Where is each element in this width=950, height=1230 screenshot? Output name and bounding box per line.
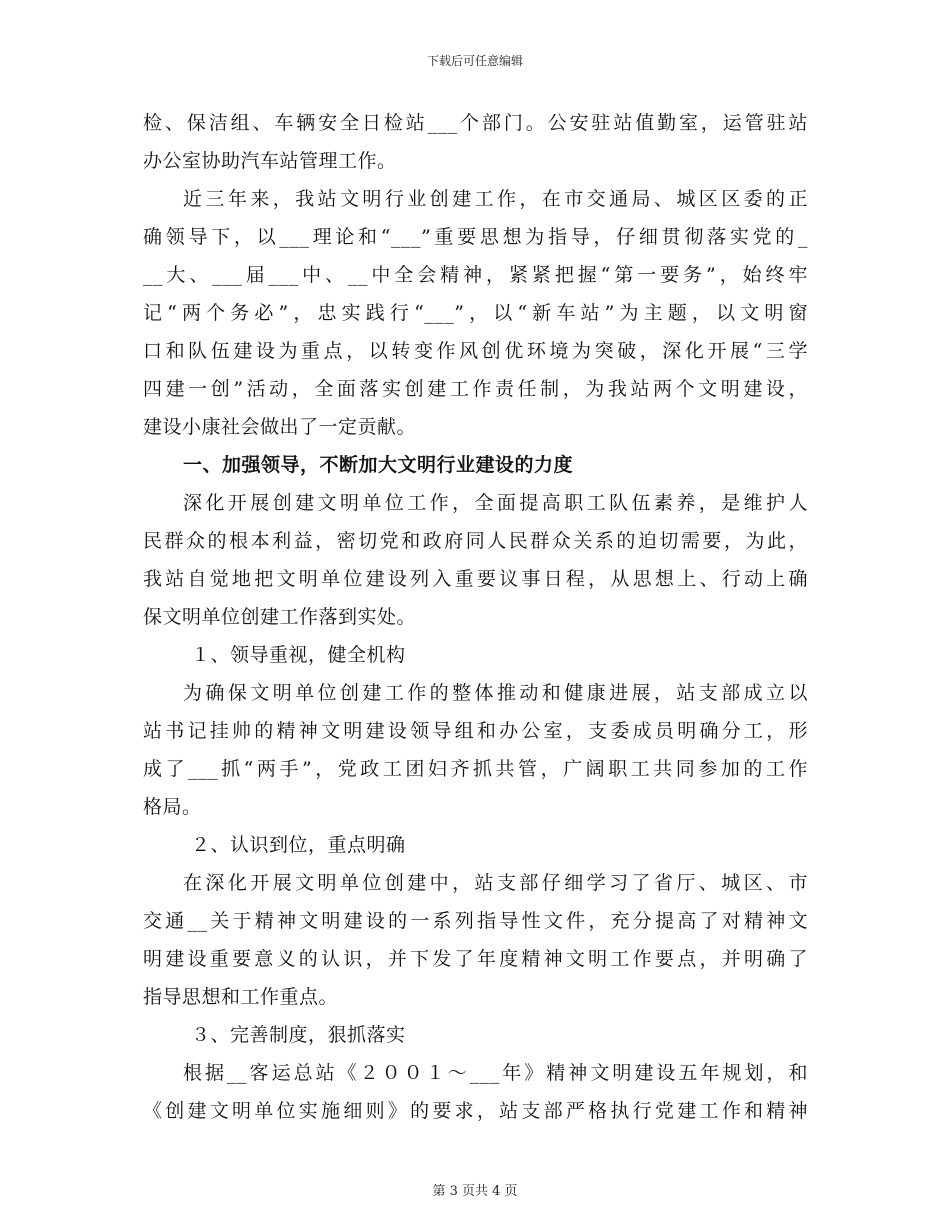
subsection-heading: ２、认识到位，重点明确 bbox=[191, 834, 406, 856]
subsection-heading: ３、完善制度，狠抓落实 bbox=[191, 1024, 406, 1046]
body-line: 建设小康社会做出了一定贡献。 bbox=[143, 416, 417, 438]
body-line: 为确保文明单位创建工作的整体推动和健康进展，站支部成立以 bbox=[183, 682, 808, 704]
body-line: 深化开展创建文明单位工作，全面提高职工队伍素养，是维护人 bbox=[183, 492, 808, 514]
body-line: 口和队伍建设为重点，以转变作风创优环境为突破，深化开展“三学 bbox=[143, 340, 808, 362]
body-line: 近三年来，我站文明行业创建工作，在市交通局、城区区委的正 bbox=[183, 188, 808, 210]
body-line: 《创建文明单位实施细则》的要求，站支部严格执行党建工作和精神 bbox=[143, 1100, 808, 1122]
document-body bbox=[143, 104, 808, 1130]
page-footer: 第 3 页共 4 页 bbox=[432, 1184, 518, 1199]
subsection-heading: １、领导重视，健全机构 bbox=[191, 644, 406, 666]
body-line: 办公室协助汽车站管理工作。 bbox=[143, 150, 397, 172]
body-line: 记“两个务必”，忠实践行“___”，以“新车站”为主题，以文明窗 bbox=[143, 302, 808, 324]
body-line: 民群众的根本利益，密切党和政府同人民群众关系的迫切需要，为此， bbox=[143, 530, 808, 552]
body-line: 检、保洁组、车辆安全日检站___个部门。公安驻站值勤室，运管驻站 bbox=[143, 112, 808, 134]
body-line: 指导思想和工作重点。 bbox=[143, 986, 339, 1008]
body-line: 根据__客运总站《２００１～___年》精神文明建设五年规划，和 bbox=[183, 1062, 808, 1084]
body-line: 交通__关于精神文明建设的一系列指导性文件，充分提高了对精神文 bbox=[143, 910, 808, 932]
body-line: 明建设重要意义的认识，并下发了年度精神文明工作要点，并明确了 bbox=[143, 948, 808, 970]
body-line: 成了___抓“两手”，党政工团妇齐抓共管，广阔职工共同参加的工作 bbox=[143, 758, 808, 780]
body-line: 在深化开展文明单位创建中，站支部仔细学习了省厅、城区、市 bbox=[183, 872, 808, 894]
body-line: 保文明单位创建工作落到实处。 bbox=[143, 606, 417, 628]
body-line: 确领导下，以___理论和“___”重要思想为指导，仔细贯彻落实党的_ bbox=[143, 226, 808, 248]
body-line: 我站自觉地把文明单位建设列入重要议事日程，从思想上、行动上确 bbox=[143, 568, 808, 590]
page-header: 下载后可任意编辑 bbox=[426, 54, 523, 68]
section-heading: 一、加强领导，不断加大文明行业建设的力度 bbox=[183, 454, 574, 476]
body-line: 四建一创”活动，全面落实创建工作责任制，为我站两个文明建设， bbox=[143, 378, 808, 400]
body-line: __大、___届___中、__中全会精神，紧紧把握“第一要务”，始终牢 bbox=[143, 264, 808, 286]
body-line: 格局。 bbox=[143, 796, 202, 818]
body-line: 站书记挂帅的精神文明建设领导组和办公室，支委成员明确分工，形 bbox=[143, 720, 808, 742]
